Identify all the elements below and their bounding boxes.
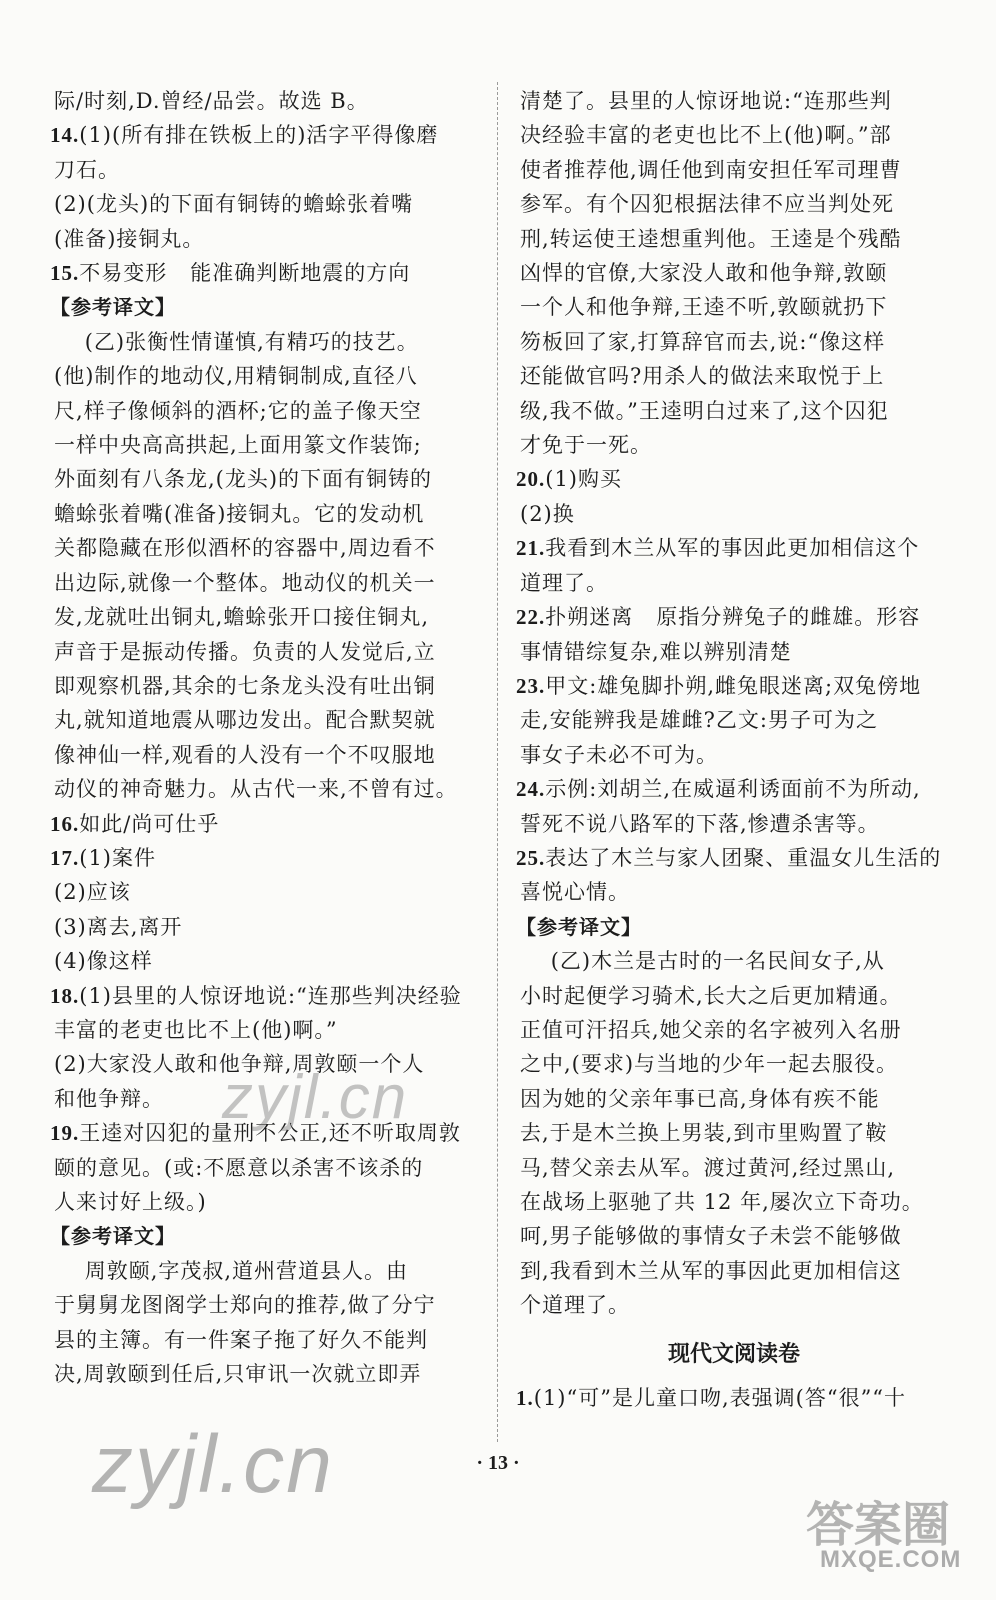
line-text: (乙)木兰是古时的一名民间女子,从 xyxy=(520,949,885,974)
question-item xyxy=(516,462,952,496)
text-line xyxy=(50,394,470,428)
text-line xyxy=(516,394,952,428)
line-text: 走,安能辨我是雄雌?乙文:男子可为之 xyxy=(520,708,879,733)
text-line xyxy=(516,635,952,669)
text-line xyxy=(516,222,952,256)
text-line xyxy=(516,1116,952,1150)
line-text: 在战场上驱驰了共 12 年,屡次立下奇功。 xyxy=(520,1190,924,1214)
question-item xyxy=(516,600,952,634)
question-text: 不易变形 能准确判断地震的方向 xyxy=(79,261,411,286)
question-number: 19. xyxy=(50,1121,80,1146)
line-text: (3)离去,离开 xyxy=(54,914,183,939)
line-text: 动仪的神奇魅力。从古代一来,不曾有过。 xyxy=(54,777,458,802)
question-item xyxy=(516,531,952,565)
text-line xyxy=(50,462,470,496)
line-text: 丸,就知道地震从哪边发出。配合默契就 xyxy=(54,708,436,733)
text-line xyxy=(50,428,470,462)
heading-text: 【参考译文】 xyxy=(50,295,176,320)
question-text: (1)(所有排在铁板上的)活字平得像磨 xyxy=(79,123,439,148)
left-column xyxy=(50,84,470,1391)
text-line xyxy=(50,359,470,393)
line-text: 像神仙一样,观看的人没有一个不叹服地 xyxy=(54,742,436,767)
text-line xyxy=(516,944,952,978)
line-text: 出边际,就像一个整体。地动仪的机关一 xyxy=(54,570,436,595)
question-item xyxy=(50,256,470,290)
text-line xyxy=(516,187,952,221)
question-number: 16. xyxy=(50,811,80,836)
line-text: 清楚了。县里的人惊讶地说:“连那些判 xyxy=(520,89,892,113)
line-text: 发,龙就吐出铜丸,蟾蜍张开口接住铜丸, xyxy=(54,605,430,630)
text-line xyxy=(50,1151,470,1185)
question-number: 1. xyxy=(516,1385,534,1410)
text-line xyxy=(50,1013,470,1047)
line-text: (2)(龙头)的下面有铜铸的蟾蜍张着嘴 xyxy=(54,192,414,217)
right-column-lines xyxy=(516,84,952,1323)
question-item xyxy=(50,118,470,152)
line-text: 级,我不做。”王逵明白过来了,这个囚犯 xyxy=(520,398,889,423)
question-number: 15. xyxy=(50,261,80,286)
question-number: 22. xyxy=(516,605,546,630)
text-line xyxy=(50,1323,470,1357)
question-item xyxy=(516,669,952,703)
line-text: (2)换 xyxy=(520,501,575,526)
text-line xyxy=(516,1254,952,1288)
line-text: 之中,(要求)与当地的少年一起去服役。 xyxy=(520,1052,899,1077)
text-line xyxy=(516,566,952,600)
line-text: 马,替父亲去从军。渡过黄河,经过黑山, xyxy=(520,1155,896,1180)
line-text: 周敦颐,字茂叔,道州营道县人。由 xyxy=(54,1258,409,1283)
line-text: 凶悍的官僚,大家没人敢和他争辩,敦颐 xyxy=(520,261,888,286)
text-line xyxy=(516,1047,952,1081)
text-line xyxy=(50,187,470,221)
line-text: 关都隐藏在形似酒杯的容器中,周边看不 xyxy=(54,536,436,561)
line-text: 刀石。 xyxy=(54,157,120,182)
question-number: 24. xyxy=(516,777,546,802)
line-text: 刑,转运使王逵想重判他。王逵是个残酷 xyxy=(520,226,902,251)
line-text: 县的主簿。有一件案子拖了好久不能判 xyxy=(54,1327,428,1352)
logo-url: MXQE.COM xyxy=(820,1546,962,1573)
line-text: 决经验丰富的老吏也比不上(他)啊。”部 xyxy=(520,123,892,148)
text-line xyxy=(516,1185,952,1219)
text-line xyxy=(50,772,470,806)
text-line xyxy=(516,153,952,187)
line-text: (乙)张衡性情谨慎,有精巧的技艺。 xyxy=(54,329,419,354)
page-number: · 13 · xyxy=(476,1452,520,1474)
text-line xyxy=(50,1185,470,1219)
line-text: (准备)接铜丸。 xyxy=(54,226,205,251)
line-text: 小时起便学习骑术,长大之后更加精通。 xyxy=(520,983,902,1008)
text-line xyxy=(50,1357,470,1391)
line-text: 外面刻有八条龙,(龙头)的下面有铜铸的 xyxy=(54,467,433,492)
text-line xyxy=(516,118,952,152)
text-line xyxy=(516,1013,952,1047)
text-line xyxy=(516,807,952,841)
line-text: 道理了。 xyxy=(520,570,608,595)
translation-heading xyxy=(50,290,470,324)
line-text: 一样中央高高拱起,上面用篆文作装饰; xyxy=(54,433,422,458)
line-text: 喜悦心情。 xyxy=(520,880,630,905)
line-text: 尺,样子像倾斜的酒杯;它的盖子像天空 xyxy=(54,398,422,423)
watermark-text: zyjl.cn xyxy=(92,1419,334,1510)
line-text: 和他争辩。 xyxy=(54,1086,164,1111)
question-item xyxy=(516,772,952,806)
text-line xyxy=(516,428,952,462)
line-text: 到,我看到木兰从军的事因此更加相信这 xyxy=(520,1258,902,1283)
text-line xyxy=(50,703,470,737)
line-text: 事女子未必不可为。 xyxy=(520,742,718,767)
line-text: 誓死不说八路军的下落,惨遭杀害等。 xyxy=(520,811,880,836)
question-text: 扑朔迷离 原指分辨兔子的雌雄。形容 xyxy=(545,605,921,630)
text-line xyxy=(516,1288,952,1322)
logo-text: 答案圈 xyxy=(806,1497,951,1553)
text-line xyxy=(50,635,470,669)
question-item xyxy=(516,1381,952,1415)
translation-heading xyxy=(516,910,952,944)
line-text: 即观察机器,其余的七条龙头没有吐出铜 xyxy=(54,673,436,698)
question-text: 示例:刘胡兰,在威逼利诱面前不为所动, xyxy=(545,777,921,802)
question-number: 17. xyxy=(50,845,80,870)
line-text: 声音于是振动传播。负责的人发觉后,立 xyxy=(54,639,436,664)
right-column xyxy=(516,84,952,1415)
question-text: (1)“可”是儿童口吻,表强调(答“很”“十 xyxy=(533,1385,907,1410)
question-number: 20. xyxy=(516,467,546,492)
text-line xyxy=(516,1151,952,1185)
question-text: (1)案件 xyxy=(79,845,156,870)
text-line xyxy=(50,944,470,978)
text-line xyxy=(516,703,952,737)
text-line xyxy=(516,1219,952,1253)
text-line xyxy=(516,979,952,1013)
line-text: 还能做官吗?用杀人的做法来取悦于上 xyxy=(520,364,885,389)
text-line xyxy=(50,1288,470,1322)
text-line xyxy=(50,910,470,944)
watermark-text: zyjl.cn xyxy=(222,1063,409,1132)
text-line xyxy=(516,325,952,359)
text-line xyxy=(516,84,952,118)
question-item xyxy=(516,841,952,875)
text-line xyxy=(516,497,952,531)
text-line xyxy=(50,566,470,600)
line-text: 才免于一死。 xyxy=(520,433,652,458)
text-line xyxy=(516,738,952,772)
line-text: 呵,男子能够做的事情女子未尝不能够做 xyxy=(520,1224,902,1249)
text-line xyxy=(50,531,470,565)
question-item xyxy=(50,807,470,841)
question-number: 23. xyxy=(516,673,546,698)
line-text: 丰富的老吏也比不上(他)啊。” xyxy=(54,1017,338,1042)
line-text: 于舅舅龙图阁学士郑向的推荐,做了分宁 xyxy=(54,1293,436,1318)
question-text: 如此/尚可仕乎 xyxy=(79,811,220,836)
line-text: 个道理了。 xyxy=(520,1293,630,1318)
heading-text: 【参考译文】 xyxy=(516,914,642,939)
line-text: 参军。有个囚犯根据法律不应当判处死 xyxy=(520,192,894,217)
question-text: 甲文:雄兔脚扑朔,雌兔眼迷离;双兔傍地 xyxy=(545,673,922,698)
question-text: 王逵对囚犯的量刑不公正,还不听取周敦 xyxy=(79,1121,461,1146)
question-text: (1)县里的人惊讶地说:“连那些判决经验 xyxy=(79,983,462,1008)
heading-text: 【参考译文】 xyxy=(50,1224,176,1249)
text-line xyxy=(516,875,952,909)
question-item xyxy=(50,979,470,1013)
line-text: (4)像这样 xyxy=(54,949,153,974)
line-text: 笏板回了家,打算辞官而去,说:“像这样 xyxy=(520,329,886,354)
text-line xyxy=(50,153,470,187)
text-line xyxy=(50,875,470,909)
line-text: 颐的意见。(或:不愿意以杀害不该杀的 xyxy=(54,1155,424,1180)
column-divider xyxy=(497,82,498,1442)
line-text: 人来讨好上级。) xyxy=(54,1190,207,1214)
text-line xyxy=(516,359,952,393)
line-text: (2)大家没人敢和他争辩,周敦颐一个人 xyxy=(54,1052,425,1077)
text-line xyxy=(516,256,952,290)
text-line xyxy=(50,738,470,772)
question-text: (1)购买 xyxy=(545,467,622,492)
line-text: 使者推荐他,调任他到南安担任军司理曹 xyxy=(520,157,902,182)
line-text: 蟾蜍张着嘴(准备)接铜丸。它的发动机 xyxy=(54,501,425,526)
question-text: 我看到木兰从军的事因此更加相信这个 xyxy=(545,536,920,561)
line-text: (他)制作的地动仪,用精铜制成,直径八 xyxy=(54,364,418,389)
text-line xyxy=(50,325,470,359)
question-number: 18. xyxy=(50,983,80,1008)
text-line xyxy=(516,1082,952,1116)
text-line xyxy=(50,669,470,703)
line-text: 际/时刻,D.曾经/品尝。故选 B。 xyxy=(54,89,369,113)
line-text: 因为她的父亲年事已高,身体有疾不能 xyxy=(520,1086,880,1111)
line-text: (2)应该 xyxy=(54,880,131,905)
text-line xyxy=(50,84,470,118)
line-text: 事情错综复杂,难以辨别清楚 xyxy=(520,639,792,664)
text-line xyxy=(50,222,470,256)
watermark-logo xyxy=(806,1486,966,1576)
text-line xyxy=(50,1254,470,1288)
question-number: 21. xyxy=(516,536,546,561)
line-text: 正值可汗招兵,她父亲的名字被列入名册 xyxy=(520,1017,902,1042)
section-title: 现代文阅读卷 xyxy=(667,1341,800,1367)
line-text: 决,周敦颐到任后,只审讯一次就立即弄 xyxy=(54,1362,422,1387)
line-text: 去,于是木兰换上男装,到市里购置了鞍 xyxy=(520,1121,888,1146)
question-text: 表达了木兰与家人团聚、重温女儿生活的 xyxy=(545,845,942,870)
text-line xyxy=(516,290,952,324)
question-item xyxy=(50,841,470,875)
question-number: 25. xyxy=(516,845,546,870)
question-number: 14. xyxy=(50,123,80,148)
line-text: 一个人和他争辩,王逵不听,敦颐就扔下 xyxy=(520,295,888,320)
text-line xyxy=(50,600,470,634)
text-line xyxy=(50,497,470,531)
translation-heading xyxy=(50,1219,470,1253)
